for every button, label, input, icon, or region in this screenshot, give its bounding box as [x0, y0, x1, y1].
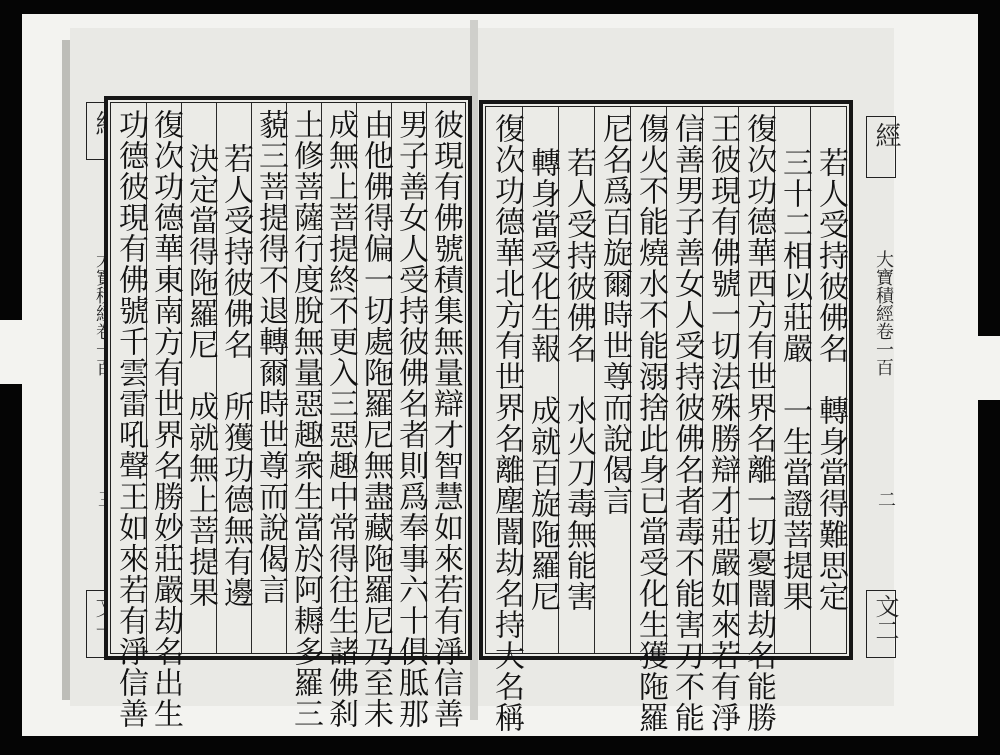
text-column-3: 由他佛得偏一切處陁羅尼無盡藏陁羅尼乃至未	[358, 109, 393, 729]
right-margin-bottom: 文二	[871, 594, 899, 642]
text-column-8: 決定當得陁羅尼 成就無上菩提果	[183, 143, 218, 608]
text-column-2: 三十二相以莊嚴 一生當證菩提果	[777, 147, 812, 612]
text-column-7: 若人受持彼佛名 所獲功德無有邊	[218, 143, 253, 608]
right-text-frame	[479, 100, 853, 733]
text-column-1: 彼現有佛號積集無量辯才智慧如來若有淨信善	[428, 109, 463, 729]
left-text-frame	[104, 96, 472, 729]
text-column-6: 藐三菩提得不退轉爾時世尊而說偈言	[253, 109, 288, 605]
right-margin-page-number: 二	[875, 490, 896, 508]
text-column-10: 復次功德華北方有世界名離塵闇劫名持大名稱	[489, 113, 524, 733]
scan-edge-tab-right	[978, 336, 1000, 400]
text-column-6: 傷火不能燒水不能溺捨此身已當受化生獲陁羅	[633, 113, 668, 733]
text-column-3: 復次功德華西方有世界名離一切憂闇劫名能勝	[741, 113, 776, 733]
text-column-4: 王彼現有佛號一切法殊勝辯才莊嚴如來若有淨	[705, 113, 740, 733]
text-column-8: 若人受持彼佛名 水火刀毒無能害	[561, 147, 596, 612]
text-column-4: 成無上菩提終不更入三惡趣中常得往生諸佛刹	[323, 109, 358, 729]
right-inner-border	[485, 106, 848, 733]
text-column-1: 若人受持彼佛名 轉身當得難思定	[813, 147, 848, 612]
text-column-10: 功德彼現有佛號千雲雷吼聲王如來若有淨信善	[113, 109, 148, 729]
text-column-5: 土修菩薩行度脫無量惡趣衆生當於阿耨多羅三	[288, 109, 323, 729]
left-inner-border	[110, 102, 466, 729]
scan-edge-tab-left	[0, 320, 22, 384]
right-margin-title: 經	[871, 122, 901, 148]
text-column-9: 轉身當受化生報 成就百旋陁羅尼	[525, 147, 560, 612]
right-margin-volume: 大寶積經卷一百	[873, 250, 894, 376]
text-column-2: 男子善女人受持彼佛名者則爲奉事六十俱胝那	[393, 109, 428, 729]
text-column-9: 復次功德華東南方有世界名勝妙莊嚴劫名出生	[148, 109, 183, 729]
text-column-5: 信善男子善女人受持彼佛名者毒不能害刀不能	[669, 113, 704, 733]
text-column-7: 尼名爲百旋爾時世尊而說偈言	[597, 113, 632, 516]
